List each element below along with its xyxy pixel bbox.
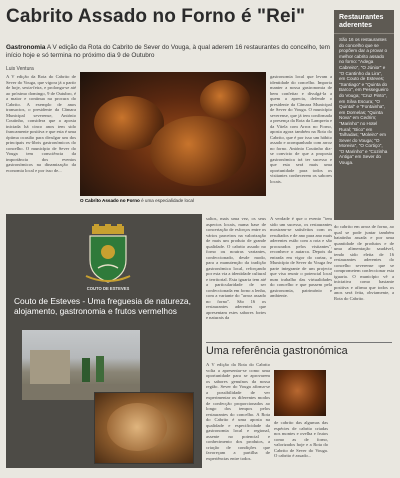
- photo-caption: [80, 198, 266, 203]
- article-column-1-text: A V edição da Rota do Cabrito de Sever do Vouga, que vigora já a partir de hoje, sexta-feira, e prolonga-se até ao próximo domingo, 9 de Outubro, é a maior e continua na procura do Cabrito. A exemplo de anos transactos, o presidente da Câmara Municipal severense, António Coutinho, considera que a aposta iniciada há cinco anos tem sido francamente positiva e que esta é uma óptima ocasião para divulgar um dos principais ex-libris gastronómicos do concelho. O município de Sever do Vouga tem consciência da importância dos eventos gastronómicos na dinamização da economia local e por isso de...: [6, 74, 76, 173]
- section-title-referencia: Uma referência gastronómica: [206, 342, 392, 357]
- village-house: [30, 350, 70, 386]
- crest-label: COUTO DE ESTEVES: [86, 286, 130, 291]
- article-column-sidebar-continuation: [334, 224, 394, 340]
- roast-pot-main: [150, 116, 246, 186]
- article-column-bottom-mid-text: saltos, mais uma vez, os seus aspectos locais, numa base de concertação de esforços entre os vários parceiros na valorização de mais um produto de grande qualidade. O cabrito assado no forno ou noutras variantes, confeccionado, desde modo, para a manutenção da tradição gastronómica local, reforçando por esta via a identidade cultural e territorial. Esta iguaria tem até a particularidade de ser confeccionada em forno a lenha, com a variante do "arroz assado no forno". São 16 os restaurantes aderentes que apresentam estes sabores fortes e naturais da: [206, 216, 266, 320]
- sidebar-title: Restaurantes aderentes: [334, 10, 394, 34]
- couto-de-esteves-title: Couto de Esteves - Uma freguesia de natureza, alojamento, gastronomia e frutos vermelhos: [14, 296, 191, 316]
- village-person-2: [96, 356, 104, 382]
- couto-de-esteves-crest-icon: [82, 224, 134, 286]
- headline: Cabrito Assado no Forno é "Rei": [6, 6, 306, 27]
- article-column-bottom-mid: [206, 216, 266, 340]
- article-column-3: [270, 74, 332, 214]
- photo-caption-text: é uma especialidade local: [139, 198, 194, 203]
- sidebar-text: São 16 os restaurantes do concelho que se propõem dar a provar o melhor cabrito assado no forno: "Adega Cabreiro", "O Júnior" e "O Cantinho da Lira", em Couto de Esteves; "Santiago" e "Quinta do Barco", em Pessegueiro do Vouga; "Cruz Pinto", em Silva Escura; "O Quintal" e "Fontainha", em Dornelas; "Quinta Nova" em Cedrim; "Marinho" no Hotel Rural; "Bico" em Talhadas; "Moleiro" em Sever do Vouga; "O Moreira", "O Cortiço", "O Marinho" e "Cozinha Antiga" em Sever do Vouga.: [339, 37, 389, 166]
- cabrito-photo: [80, 72, 266, 196]
- dish-plate: [107, 403, 167, 451]
- article-column-1: [6, 74, 76, 214]
- section2-column-b: [274, 420, 328, 470]
- lead-text: A V edição da Rota do Cabrito de Sever do Vouga, à qual aderem 16 restaurantes do concelho, tem início hoje e só termina no próximo dia 9 de Outubro: [6, 44, 330, 59]
- article-column-bottom-right-text: A verdade é que o evento "tem sido um sucesso, os restaurantes mostram-se satisfeitos com os resultados e de ano para ano mais aderentes estão com a rota e são procurados pelos visitantes", reconhece o autarca. Depois da entrada em vigor do cartaz, o Município de Sever do Vouga fez parte integrante de um projecto que visa reunir o potencial local num trabalho das virtualidades do concelho e que passem pela gastronomia, património e ambiente.: [270, 216, 332, 298]
- dish-photo: [94, 392, 194, 464]
- photo-caption-strong: O Cabrito Assado no Forno: [80, 198, 140, 203]
- section2-column-b-text: de cabrito das algumas das espécies de cabrito criadas nos montes e ovelha e frutos como as de forno, valorizados hoje e a Rota do Cabrito de Sever do Vouga. O cabrito é assado...: [274, 420, 328, 458]
- article-column-3-text: gastronomia local que levam a identidade do concelho. Importa manter a nossa gastronomia de bem confeitar e divulgá-la a quem a aprecia, defende o presidente da Câmara Municipal de Sever do Vouga. O município severense, que já tem confirmada a presença da Rota da Lampreia e da Vitela com Arroz no Forno, aposta agora também na Rota do Cabrito, que é por isso um hábito assado e acompanhado com arroz no forno. António Coutinho diz-se convicto de que a proposta gastronómica irá ter sucesso e que esta será mais uma oportunidade para todos os visitantes conhecerem os sabores locais.: [270, 74, 332, 184]
- article-column-bottom-right: [270, 216, 332, 340]
- byline: Luis Ventura: [6, 66, 34, 72]
- sidebar-restaurants: [334, 10, 394, 220]
- section2-column-a: [206, 362, 270, 470]
- village-photo: [22, 330, 140, 400]
- lead-kicker: Gastronomia: [6, 44, 46, 51]
- section2-column-a-text: A V edição da Rota do Cabrito volta a apresentar-se como uma oportunidade para se aprovarem os sabores genuínos da nossa região. Sever do Vouga afirma-se a possibilidade de ver experimentar os diferentes modos de confecção proporcionados ao longo dos tempos pelos restaurantes do concelho. A Rota do Cabrito é uma aposta na qualidade e especificidade da gastronomia local e regional, assente no potencial e conhecimento dos produtos, a criação de condições que favoreçam a partilha de experiências entre todos.: [206, 362, 270, 461]
- lead-paragraph: [6, 44, 330, 60]
- village-person-1: [82, 358, 90, 382]
- article-continuation-text: do cabrito em arroz de forno, ao qual se pode juntar também batatinha assada e por uma quantidade de produtos e de uma alimentação saudável, tendo sido eleita de 16 restaurantes aderentes do concelho severense que se comprometem confeccionar esta iguaria. O município vê a iniciativa como bastante positiva e afirma que todos os anos será feita, obviamente, a Rota do Cabrito.: [334, 224, 394, 301]
- cabrito-dish-photo: [274, 370, 326, 416]
- roast-pot-back: [200, 80, 250, 120]
